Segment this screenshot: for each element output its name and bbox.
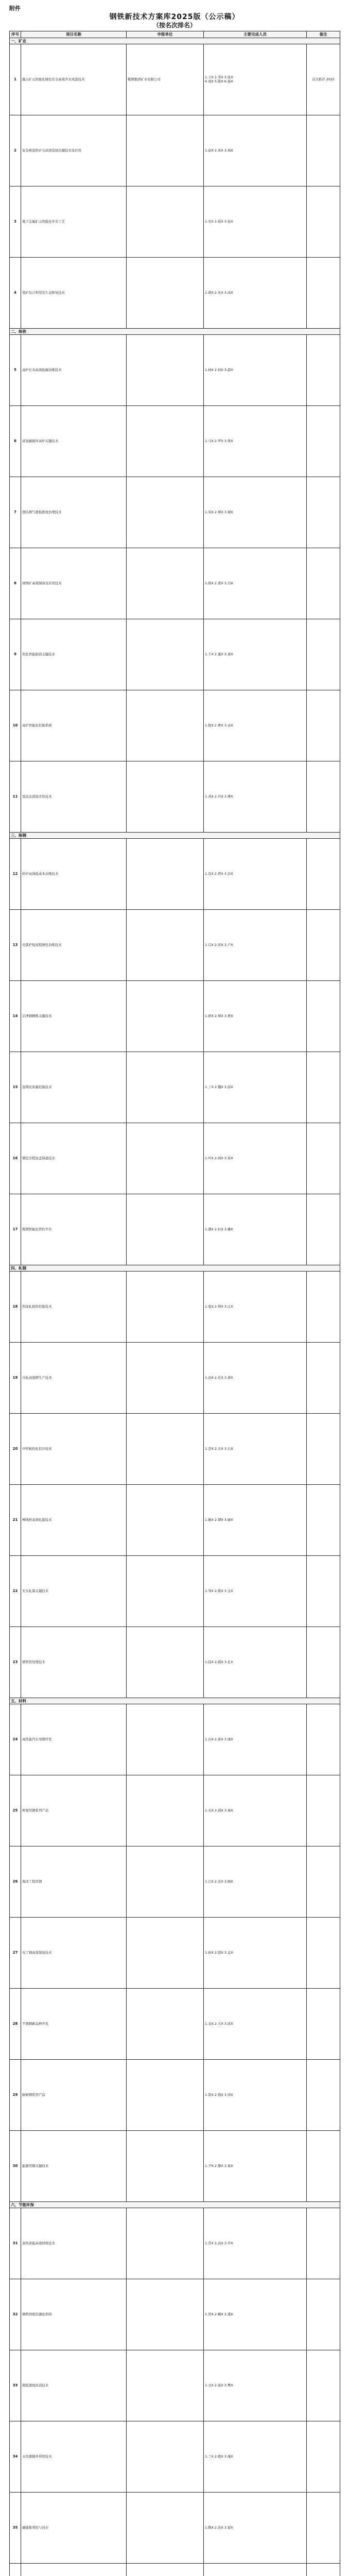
remark [307,1846,340,1918]
main-contributors: 1.文X 2.庞X 3.樊X [204,2350,307,2421]
project-name: 水资源循环利用技术 [21,2421,127,2493]
remark [307,1123,340,1194]
main-contributors: 1.胡X 2.朱X 3.高X [204,258,307,329]
applicant-org [127,1343,204,1414]
header-people: 主要完成人员 [204,31,307,38]
remark [307,477,340,548]
main-contributors: 1.陶X 2.洪X 3.翟X [204,2493,307,2564]
table-row [10,335,340,406]
main-contributors: 1.姚X 2.谭X 3.廖X [204,1485,307,1556]
main-contributors: 1.叶X 2.阎X 3.余X [204,1123,307,1194]
table-row [10,1556,340,1627]
main-contributors: 1.林X 2.何X 3.郭X [204,335,307,406]
row-number: 19 [10,1343,21,1414]
row-number: 5 [10,335,21,406]
row-number: 28 [10,1989,21,2060]
row-number: 4 [10,258,21,329]
row-number: 3 [10,187,21,258]
project-name: 桥梁用钢系列产品 [21,1775,127,1846]
main-contributors: 1.白X 2.崔X 3.康X [204,1704,307,1775]
remark [307,2279,340,2350]
remark [307,2060,340,2131]
applicant-org [127,910,204,981]
table-row [10,1194,340,1265]
document-subtitle: （按名次排名） [152,22,196,29]
table-row [10,1989,340,2060]
main-contributors: 1.贺X 2.赖X 3.龚X [204,2279,307,2350]
remark [307,761,340,833]
main-contributors: 1.沈X 2.曾X 3.彭X [204,839,307,910]
applicant-org [127,2421,204,2493]
table-row [10,1343,340,1414]
remark [307,258,340,329]
category-label: 一、矿业 [10,38,340,44]
applicant-org [127,477,204,548]
project-name: 棒线材高效轧制技术 [21,1485,127,1556]
applicant-org [127,2564,204,2576]
project-name: 钢铁固废资源化利用 [21,2279,127,2350]
row-number: 35 [10,2493,21,2564]
project-name: 无头轧制关键技术 [21,1556,127,1627]
row-number: 30 [10,2131,21,2202]
project-name: 氢冶金直接还原技术 [21,761,127,833]
remark [307,2208,340,2279]
remark [307,548,340,619]
remark [307,1485,340,1556]
main-contributors: 1.范X 2.方X 3.石X [204,1414,307,1485]
row-number: 2 [10,115,21,187]
table-row [10,1775,340,1846]
table-row [10,2279,340,2350]
project-name: 炼钢智能化管控平台 [21,1194,127,1265]
project-name: 高性能汽车用钢开发 [21,1704,127,1775]
table-row [10,2493,340,2564]
row-number: 13 [10,910,21,981]
main-contributors: 1.吴X 2.徐X 3.孙X [204,187,307,258]
applicant-org [127,1052,204,1123]
main-contributors: 1.江X 2.史X 3.顾X [204,1846,307,1918]
row-number: 16 [10,1123,21,1194]
category-row [10,1698,340,1704]
applicant-org [127,1414,204,1485]
main-contributors: 1.邓X 2.许X 3.傅X [204,761,307,833]
applicant-org [127,1704,204,1775]
project-name: 连铸坯质量控制技术 [21,1052,127,1123]
row-number: 24 [10,1704,21,1775]
remark [307,1343,340,1414]
category-label: 六、节能环保 [10,2202,340,2208]
remark [307,2421,340,2493]
project-name: 余热余能高效回收技术 [21,2208,127,2279]
category-label: 五、材料 [10,1698,340,1704]
project-name: 能源用钢关键技术 [21,2131,127,2202]
applicant-org [127,1194,204,1265]
applicant-org [127,2208,204,2279]
applicant-org [127,1846,204,1918]
table-row [10,548,340,619]
remark [307,2350,340,2421]
applicant-org [127,1272,204,1343]
main-contributors: 1.吕X 2.苏X 3.卢X [204,910,307,981]
project-name: 尾矿综合利用及生态修复技术 [21,258,127,329]
remark [307,1052,340,1123]
technology-table [9,31,340,2576]
applicant-org [127,1485,204,1556]
applicant-org [127,2350,204,2421]
remark: 首次推荐 2025 [307,44,340,115]
remark [307,1989,340,2060]
row-number: 11 [10,761,21,833]
project-name: 球团矿高效制备及应用技术 [21,548,127,619]
table-row [10,1272,340,1343]
table-row [10,406,340,477]
row-number: 34 [10,2421,21,2493]
remark [307,839,340,910]
row-number: 26 [10,1846,21,1918]
table-body [10,38,340,2576]
attachment-label: 附件 [9,5,21,12]
table-row [10,44,340,115]
applicant-org [127,1556,204,1627]
table-row [10,761,340,833]
project-name: 碳捕集利用与封存 [21,2493,127,2564]
row-number: 12 [10,839,21,910]
applicant-org [127,690,204,761]
project-name: 高炉长寿高效低碳冶炼技术 [21,335,127,406]
main-contributors: 1.蒋X 2.蔡X 3.贾X [204,981,307,1052]
remark [307,335,340,406]
row-number: 8 [10,548,21,619]
row-number: 17 [10,1194,21,1265]
project-name: 露天矿山智能化绿色安全高效开采成套技术 [21,44,127,115]
remark [307,406,340,477]
project-name: 冷轧高强钢生产技术 [21,1343,127,1414]
remark [307,1272,340,1343]
project-name: 转炉高效低成本冶炼技术 [21,839,127,910]
table-row [10,2350,340,2421]
category-label: 四、轧钢 [10,1265,340,1272]
project-name: 钢包全程加盖保温技术 [21,1123,127,1194]
table-row [10,477,340,548]
table-row [10,1123,340,1194]
main-contributors: 1.邹X 2.熊X 3.金X [204,1556,307,1627]
applicant-org [127,335,204,406]
applicant-org [127,2060,204,2131]
main-contributors: 1.程X 2.曹X 3.袁X [204,690,307,761]
applicant-org [127,1918,204,1989]
applicant-org [127,187,204,258]
header-name: 项目名称 [21,31,127,38]
row-number [10,2564,21,2576]
table-row [10,1627,340,1698]
applicant-org [127,115,204,187]
applicant-org [127,258,204,329]
applicant-org [127,548,204,619]
table-row [10,2060,340,2131]
table-row [10,2564,340,2576]
row-number: 20 [10,1414,21,1485]
applicant-org [127,2279,204,2350]
remark [307,910,340,981]
row-number: 10 [10,690,21,761]
category-row [10,833,340,839]
project-name: 电工钢高效制备技术 [21,1918,127,1989]
row-number: 23 [10,1627,21,1698]
row-number: 9 [10,619,21,690]
main-contributors: 1.韩X 2.唐X 3.冯X [204,548,307,619]
main-contributors: 1.丁X 2.魏X 3.薛X [204,1052,307,1123]
remark [307,1704,340,1775]
table-row [10,1414,340,1485]
row-number: 27 [10,1918,21,1989]
header-note: 备注 [307,31,340,38]
main-contributors: 1.雷X 2.钱X 3.汤X [204,2060,307,2131]
row-number: 31 [10,2208,21,2279]
row-number: 6 [10,406,21,477]
row-number: 7 [10,477,21,548]
remark [307,1775,340,1846]
project-name: 热连轧板形控制技术 [21,1272,127,1343]
header-org: 申报单位 [127,31,204,38]
applicant-org [127,839,204,910]
table-row [10,619,340,690]
row-number: 21 [10,1485,21,1556]
category-row [10,1265,340,1272]
row-number: 32 [10,2279,21,2350]
main-contributors [204,2564,307,2576]
remark [307,2564,340,2576]
main-contributors: 1.陆X 2.郝X 3.孔X [204,1627,307,1698]
main-contributors: 1.王X 2.李X 3.张X 4.刘X 5.陈X 6.杨X [204,44,307,115]
table-row [10,1485,340,1556]
project-name: 地下金属矿山智能化开采工艺 [21,187,127,258]
table-row [10,839,340,910]
remark [307,619,340,690]
applicant-org [127,1123,204,1194]
main-contributors: 1.常X 2.武X 3.乔X [204,2208,307,2279]
project-name: 不锈钢新品种开发 [21,1989,127,2060]
remark [307,1414,340,1485]
applicant-org [127,981,204,1052]
category-row [10,2202,340,2208]
project-name: 复杂难选铁矿石高效选别关键技术及应用 [21,115,127,187]
main-contributors: 1.毛X 2.邱X 3.秦X [204,1775,307,1846]
main-contributors: 1.马X 2.罗X 3.梁X [204,406,307,477]
project-name: 洁净钢精炼关键技术 [21,981,127,1052]
table-row [10,187,340,258]
project-name: 海洋工程用钢 [21,1846,127,1918]
row-number: 18 [10,1272,21,1343]
project-name [21,2564,127,2576]
applicant-org [127,1775,204,1846]
row-number: 15 [10,1052,21,1123]
applicant-org [127,761,204,833]
remark [307,690,340,761]
applicant-org [127,1627,204,1698]
row-number: 14 [10,981,21,1052]
table-row [10,1918,340,1989]
header-no: 序号 [10,31,21,38]
main-contributors: 1.于X 2.董X 3.萧X [204,619,307,690]
applicant-org [127,2131,204,2202]
remark [307,2493,340,2564]
table-row [10,981,340,1052]
table-row [10,2131,340,2202]
category-label: 二、炼铁 [10,329,340,335]
main-contributors: 1.潘X 2.杜X 3.戴X [204,1194,307,1265]
main-contributors: 1.田X 2.任X 3.姜X [204,1343,307,1414]
applicant-org [127,1989,204,2060]
remark [307,115,340,187]
applicant-org: 鞍钢集团矿业有限公司 [127,44,204,115]
project-name: 耐候钢系列产品 [21,2060,127,2131]
project-name: 烧结烟气超低排放治理技术 [21,477,127,548]
table-row [10,1846,340,1918]
project-name: 富氢碳循环高炉关键技术 [21,406,127,477]
table-row [10,2421,340,2493]
project-name: 焦化智能制造关键技术 [21,619,127,690]
table-row [10,2208,340,2279]
main-contributors: 1.赵X 2.黄X 3.周X [204,115,307,187]
table-row [10,258,340,329]
remark [307,2131,340,2202]
table-row [10,690,340,761]
main-contributors: 1.侯X 2.邵X 3.孟X [204,1918,307,1989]
applicant-org [127,619,204,690]
remark [307,1194,340,1265]
main-contributors: 1.夏X 2.钟X 3.汪X [204,1272,307,1343]
table-row [10,910,340,981]
remark [307,1556,340,1627]
main-contributors: 1.宋X 2.郑X 3.谢X [204,477,307,548]
table-row [10,1052,340,1123]
remark [307,1918,340,1989]
row-number: 22 [10,1556,21,1627]
row-number: 1 [10,44,21,115]
table-row [10,115,340,187]
project-name: 中厚板控轧控冷技术 [21,1414,127,1485]
remark [307,187,340,258]
remark [307,1627,340,1698]
category-row [10,38,340,44]
table-row [10,1704,340,1775]
row-number: 29 [10,2060,21,2131]
row-number: 25 [10,1775,21,1846]
main-contributors: 1.兰X 2.殷X 3.施X [204,2421,307,2493]
category-row [10,329,340,335]
document-title: 钢铁新技术方案库2025版（公示稿） [109,13,240,21]
category-label: 三、炼钢 [10,833,340,839]
table-header-row [10,31,340,38]
project-name: 电弧炉短流程绿色冶炼技术 [21,910,127,981]
applicant-org [127,2493,204,2564]
project-name: 钢管热处理技术 [21,1627,127,1698]
project-name: 高炉智能化控制系统 [21,690,127,761]
main-contributors: 1.龙X 2.万X 3.段X [204,1989,307,2060]
remark [307,981,340,1052]
row-number: 33 [10,2350,21,2421]
main-contributors: 1.尹X 2.黎X 3.易X [204,2131,307,2202]
project-name: 超低排放改造技术 [21,2350,127,2421]
applicant-org [127,406,204,477]
